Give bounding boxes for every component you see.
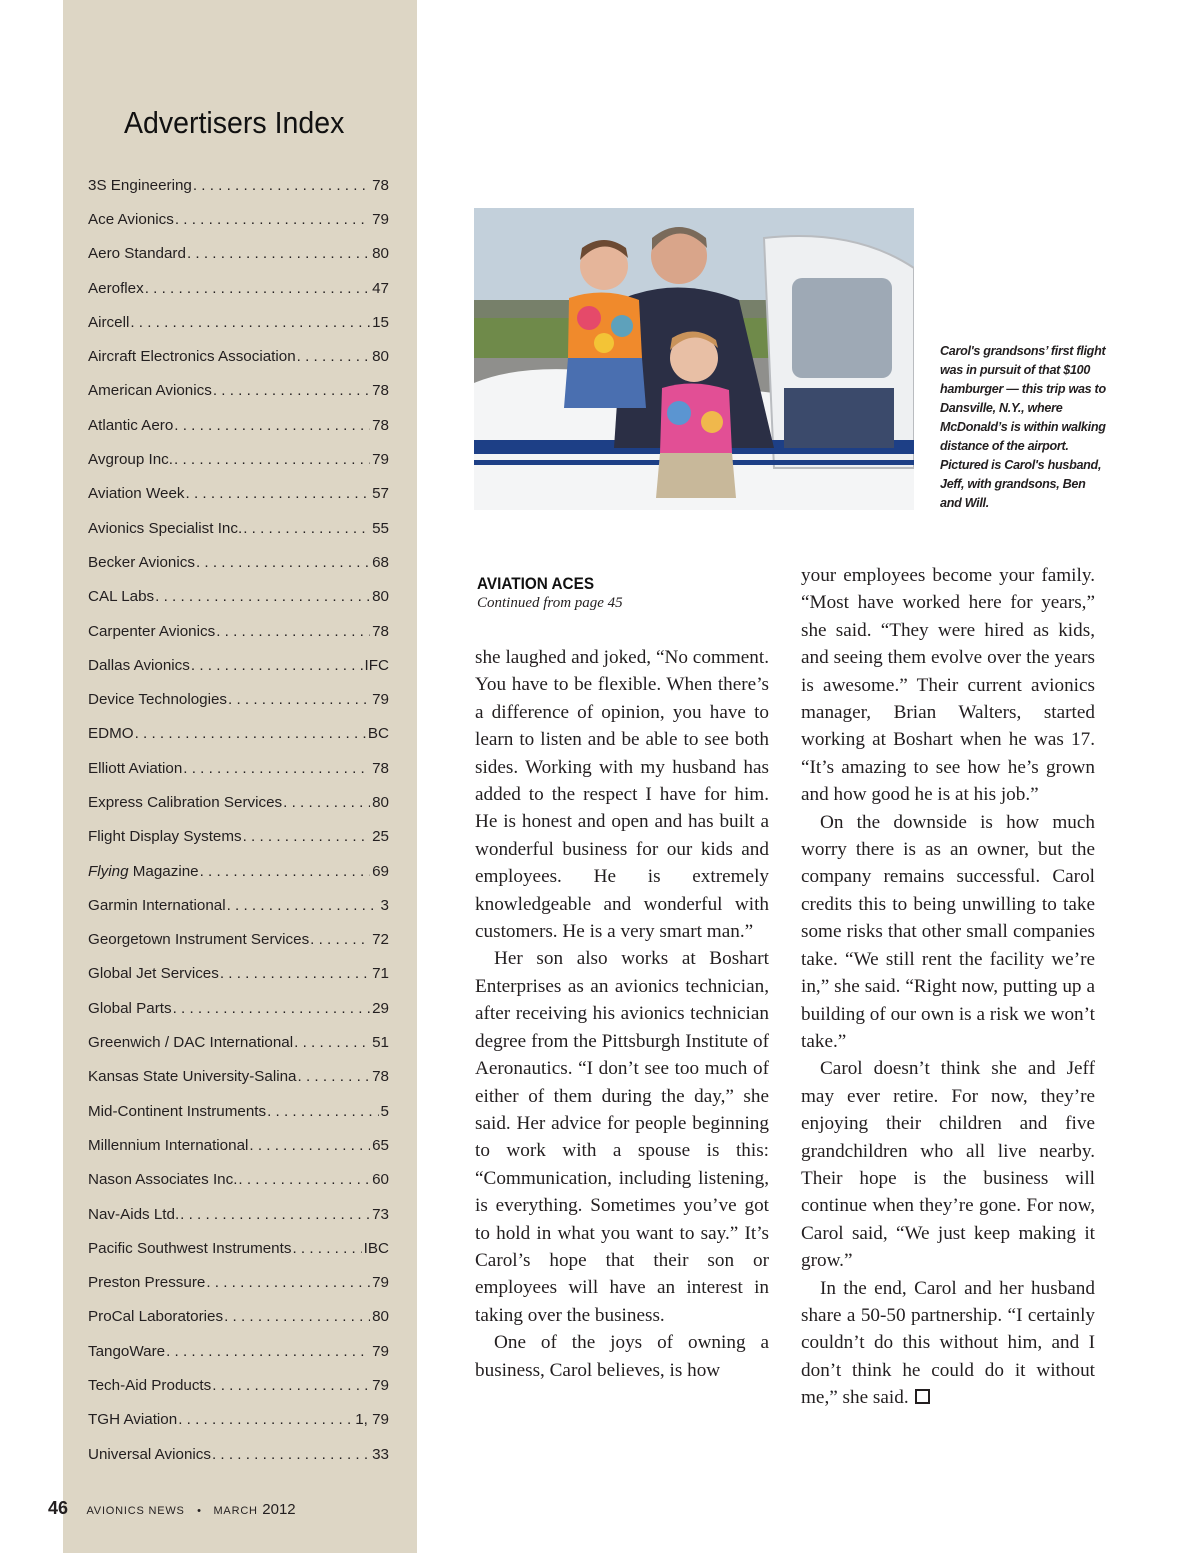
- index-entry-name: Atlantic Aero: [88, 416, 174, 434]
- index-entry-page: 73: [372, 1205, 389, 1223]
- index-entry-name: 3S Engineering: [88, 176, 192, 194]
- index-entry: [88, 820, 389, 854]
- photo-seat: [784, 388, 894, 448]
- index-entry-page: 80: [372, 1308, 389, 1326]
- index-entry-name: CAL Labs: [88, 588, 155, 606]
- index-entry: [88, 545, 389, 579]
- advertisers-index-sidebar: [63, 0, 417, 1553]
- index-entry: [88, 202, 389, 236]
- index-entry-leader: [186, 485, 371, 502]
- index-entry-leader: [145, 280, 370, 297]
- index-entry-name: Universal Avionics: [88, 1445, 211, 1463]
- index-entry-page: 79: [372, 210, 389, 228]
- photo-boy2-shorts: [656, 453, 736, 498]
- index-entry-leader: [174, 417, 370, 434]
- index-entry-leader: [155, 588, 370, 605]
- index-entry-name: [88, 863, 199, 880]
- index-entry-leader: [243, 520, 370, 537]
- index-entry: [88, 477, 389, 511]
- index-entry-leader: [174, 451, 370, 468]
- index-entry: [88, 1334, 389, 1368]
- index-entry: [88, 580, 389, 614]
- index-entry-page: 71: [372, 965, 389, 983]
- index-entry-page: 78: [372, 1068, 389, 1086]
- photo-boy1-shorts: [564, 358, 646, 408]
- index-entry-page: 25: [372, 828, 389, 846]
- index-entry-page: 1, 79: [355, 1411, 389, 1429]
- index-entry-page: 78: [372, 759, 389, 777]
- index-entry-name: Nav-Aids Ltd.: [88, 1205, 180, 1223]
- index-entry-name: Dallas Avionics: [88, 656, 190, 674]
- index-entry: [88, 1266, 389, 1300]
- index-entry-page: 79: [372, 1377, 389, 1395]
- article-photo: [474, 208, 914, 510]
- index-entry-page: 78: [372, 382, 389, 400]
- index-entry-leader: [178, 1411, 353, 1428]
- index-entry: [88, 1368, 389, 1402]
- index-entry-page: 65: [372, 1136, 389, 1154]
- index-entry-leader: [196, 554, 370, 571]
- index-entry-name: Global Parts: [88, 999, 172, 1017]
- footer-page-number: 46: [48, 1498, 69, 1518]
- index-entry-leader: [187, 245, 370, 262]
- index-entry-name: Elliott Aviation: [88, 759, 183, 777]
- index-entry-page: 69: [372, 862, 389, 880]
- index-entry-leader: [294, 1034, 370, 1051]
- index-entry-leader: [135, 725, 366, 742]
- index-entry-leader: [292, 1240, 361, 1257]
- index-entry-name: TGH Aviation: [88, 1411, 178, 1429]
- index-entry-page: BC: [367, 725, 389, 743]
- advertisers-index-list: [88, 168, 389, 1471]
- index-entry-name-italic: Flying: [88, 862, 129, 880]
- index-entry-name: Flight Display Systems: [88, 828, 242, 846]
- section-kicker: AVIATION ACES: [477, 574, 595, 593]
- index-entry-leader: [212, 1446, 370, 1463]
- index-entry-page: 80: [372, 588, 389, 606]
- index-entry-name: Avionics Specialist Inc.: [88, 519, 243, 537]
- index-entry: [88, 682, 389, 716]
- index-entry-leader: [180, 1206, 370, 1223]
- index-entry: [88, 1403, 389, 1437]
- index-entry: [88, 1437, 389, 1471]
- index-entry: [88, 785, 389, 819]
- index-entry-leader: [249, 1137, 370, 1154]
- index-entry-name: Nason Associates Inc.: [88, 1171, 238, 1189]
- index-entry-name: Device Technologies: [88, 691, 228, 709]
- index-entry-leader: [173, 1000, 371, 1017]
- index-entry: [88, 168, 389, 202]
- index-entry-page: 47: [372, 279, 389, 297]
- index-entry-page: 5: [380, 1102, 389, 1120]
- index-entry-name: Becker Avionics: [88, 553, 195, 571]
- index-entry: [88, 271, 389, 305]
- index-entry-leader: [220, 965, 370, 982]
- index-entry-name: ProCal Laboratories: [88, 1308, 224, 1326]
- index-entry-page: 79: [372, 691, 389, 709]
- index-entry: [88, 1060, 389, 1094]
- index-entry-page: 79: [372, 1274, 389, 1292]
- index-entry-name: Tech-Aid Products: [88, 1377, 212, 1395]
- index-entry-name: EDMO: [88, 725, 134, 743]
- index-entry-page: IBC: [363, 1239, 389, 1257]
- index-entry-name: Aeroflex: [88, 279, 144, 297]
- photo-caption: Carol's grandsons’ first flight was in pursuit of that $100 hamburger — this trip was to Dansville, N.Y., where McDonald’s is within walking distance of the airport. Pictured is Carol's husband, Jeff, with grandsons, Ben and Will.: [940, 344, 1106, 510]
- page-footer: [48, 1498, 296, 1519]
- index-entry: [88, 614, 389, 648]
- article-paragraph: [801, 1275, 1095, 1412]
- article-paragraph: she laughed and joked, “No comment. You have to be flexible. When there’s a difference of opinion, you have to learn to listen and be able to see both sides. Working with my husband has added to the respect I have for him. He is honest and open and has built a wonderful business for our kids and employees. He is extremely knowledgeable and wonderful with customers. He is a very smart man.”: [475, 647, 769, 943]
- photo-illustration: [474, 208, 914, 510]
- index-entry-leader: [216, 623, 370, 640]
- index-entry-leader: [191, 657, 363, 674]
- index-entry-name: Georgetown Instrument Services: [88, 931, 310, 949]
- photo-boy2-tiedye-2: [701, 411, 723, 433]
- index-entry-leader: [224, 1308, 370, 1325]
- index-entry: [88, 991, 389, 1025]
- index-entry-page: 72: [372, 931, 389, 949]
- index-entry-leader: [213, 382, 370, 399]
- index-entry: [88, 751, 389, 785]
- index-entry-page: 80: [372, 245, 389, 263]
- footer-separator: •: [197, 1505, 202, 1517]
- index-entry-name: Millennium International: [88, 1136, 249, 1154]
- article-column-1: [475, 644, 769, 1384]
- index-entry: [88, 1128, 389, 1162]
- photo-boy2-tiedye-1: [667, 401, 691, 425]
- index-entry-name: Global Jet Services: [88, 965, 219, 983]
- index-entry-leader: [238, 1171, 370, 1188]
- index-entry-leader: [228, 691, 370, 708]
- index-entry: [88, 1025, 389, 1059]
- index-entry-leader: [193, 177, 370, 194]
- index-entry: [88, 957, 389, 991]
- index-entry-name: Greenwich / DAC International: [88, 1034, 294, 1052]
- index-entry-name: Avgroup Inc.: [88, 451, 173, 469]
- index-entry-name: Aviation Week: [88, 485, 185, 503]
- index-entry-page: 29: [372, 999, 389, 1017]
- index-entry-name: Garmin International: [88, 896, 226, 914]
- advertisers-index-title: Advertisers Index: [124, 105, 345, 140]
- index-entry-name: Express Calibration Services: [88, 793, 283, 811]
- index-entry-page: 80: [372, 348, 389, 366]
- index-entry-page: 78: [372, 416, 389, 434]
- photo-plane-window: [792, 278, 892, 378]
- index-entry: [88, 339, 389, 373]
- index-entry: [88, 408, 389, 442]
- index-entry: [88, 511, 389, 545]
- index-entry-page: 3: [380, 896, 389, 914]
- index-entry-leader: [212, 1377, 370, 1394]
- index-entry: [88, 1197, 389, 1231]
- index-entry-leader: [310, 931, 370, 948]
- index-entry-page: 33: [372, 1445, 389, 1463]
- index-entry-name: Pacific Southwest Instruments: [88, 1239, 292, 1257]
- index-entry: [88, 1094, 389, 1128]
- index-entry-name: TangoWare: [88, 1342, 166, 1360]
- index-entry-name: Aircell: [88, 313, 130, 331]
- index-entry-leader: [297, 348, 370, 365]
- index-entry-name: American Avionics: [88, 382, 212, 400]
- index-entry: [88, 1231, 389, 1265]
- index-entry: [88, 1300, 389, 1334]
- index-entry-name: Ace Avionics: [88, 210, 174, 228]
- index-entry-name: Aero Standard: [88, 245, 186, 263]
- index-entry-name: Kansas State University-Salina: [88, 1068, 297, 1086]
- index-entry-page: 60: [372, 1171, 389, 1189]
- continued-note: Continued from page 45: [477, 595, 623, 611]
- photo-boy1-tiedye-2: [611, 315, 633, 337]
- index-entry: [88, 442, 389, 476]
- index-entry-page: 57: [372, 485, 389, 503]
- index-entry: [88, 648, 389, 682]
- index-entry-name: Mid-Continent Instruments: [88, 1102, 267, 1120]
- index-entry: [88, 305, 389, 339]
- index-entry-leader: [183, 760, 370, 777]
- index-entry: [88, 888, 389, 922]
- index-entry-name: Carpenter Avionics: [88, 622, 216, 640]
- index-entry-page: 55: [372, 519, 389, 537]
- index-entry-leader: [227, 897, 379, 914]
- article-paragraph: Carol doesn’t think she and Jeff may ever retire. For now, they’re enjoying their children and five grandchildren who all live nearby. Their hope is the business will continue when they’re gone. For now, Carol said, “We just keep making it grow.”: [801, 1058, 1095, 1272]
- end-of-story-icon: [915, 1389, 930, 1404]
- article-paragraph-text: In the end, Carol and her husband share a 50-50 partnership. “I certainly couldn’t do this without him, and I don’t think he could do it without me,” she said.: [801, 1277, 1095, 1409]
- index-entry: [88, 923, 389, 957]
- index-entry-name: Preston Pressure: [88, 1274, 206, 1292]
- index-entry-leader: [298, 1068, 371, 1085]
- footer-year: 2012: [262, 1501, 296, 1518]
- index-entry: [88, 237, 389, 271]
- index-entry-page: 78: [372, 176, 389, 194]
- article-paragraph: your employees become your family. “Most have worked here for years,” she said. “They were hired as kids, and seeing them evolve over the years is awesome.” Their current avionics manager, Brian Walters, started working at Boshart when he was 17. “It’s amazing to see how he’s grown and how good he is at his job.”: [801, 565, 1095, 806]
- index-entry-name: Aircraft Electronics Association: [88, 348, 296, 366]
- index-entry-leader: [283, 794, 370, 811]
- index-entry-page: 78: [372, 622, 389, 640]
- index-entry-leader: [243, 828, 370, 845]
- index-entry-page: 15: [372, 313, 389, 331]
- photo-boy1-tiedye-1: [577, 306, 601, 330]
- article-paragraph: On the downside is how much worry there is as an owner, but the company remains successful. Carol credits this to being unwilling to take some risks that other small companies take. “We still rent the facility we’re in,” she said. “Right now, putting up a building of our own is a risk we won’t take.”: [801, 811, 1095, 1052]
- index-entry: [88, 374, 389, 408]
- index-entry-leader: [166, 1343, 370, 1360]
- article-paragraph: Her son also works at Boshart Enterprises as an avionics technician, after receiving his avionics technician degree from the Pittsburgh Institute of Aeronautics. “I don’t see too much of either of them during the day,” she said. Her advice for people beginning to work with a spouse is this: “Communication, including listening, is everything. Sometimes you’ve got to hold in what you want to say.” It’s Carol’s hope that their son or employees will have an interest in taking over the business.: [475, 948, 769, 1326]
- index-entry-leader: [130, 314, 370, 331]
- index-entry-page: 51: [372, 1034, 389, 1052]
- article-paragraph: One of the joys of owning a business, Carol believes, is how: [475, 1332, 769, 1381]
- footer-publication: AVIONICS NEWS: [86, 1505, 185, 1517]
- index-entry: [88, 1163, 389, 1197]
- index-entry-leader: [206, 1274, 370, 1291]
- index-entry: [88, 854, 389, 888]
- index-entry-page: IFC: [364, 656, 389, 674]
- index-entry: [88, 717, 389, 751]
- photo-boy1-tiedye-3: [594, 333, 614, 353]
- article-column-2: [801, 562, 1095, 1412]
- index-entry-leader: [267, 1103, 378, 1120]
- index-entry-page: 80: [372, 793, 389, 811]
- index-entry-leader: [175, 211, 370, 228]
- footer-month: MARCH: [213, 1505, 258, 1517]
- index-entry-name-rest: Magazine: [128, 862, 199, 880]
- index-entry-page: 79: [372, 1342, 389, 1360]
- index-entry-page: 79: [372, 451, 389, 469]
- index-entry-leader: [200, 863, 371, 880]
- index-entry-page: 68: [372, 553, 389, 571]
